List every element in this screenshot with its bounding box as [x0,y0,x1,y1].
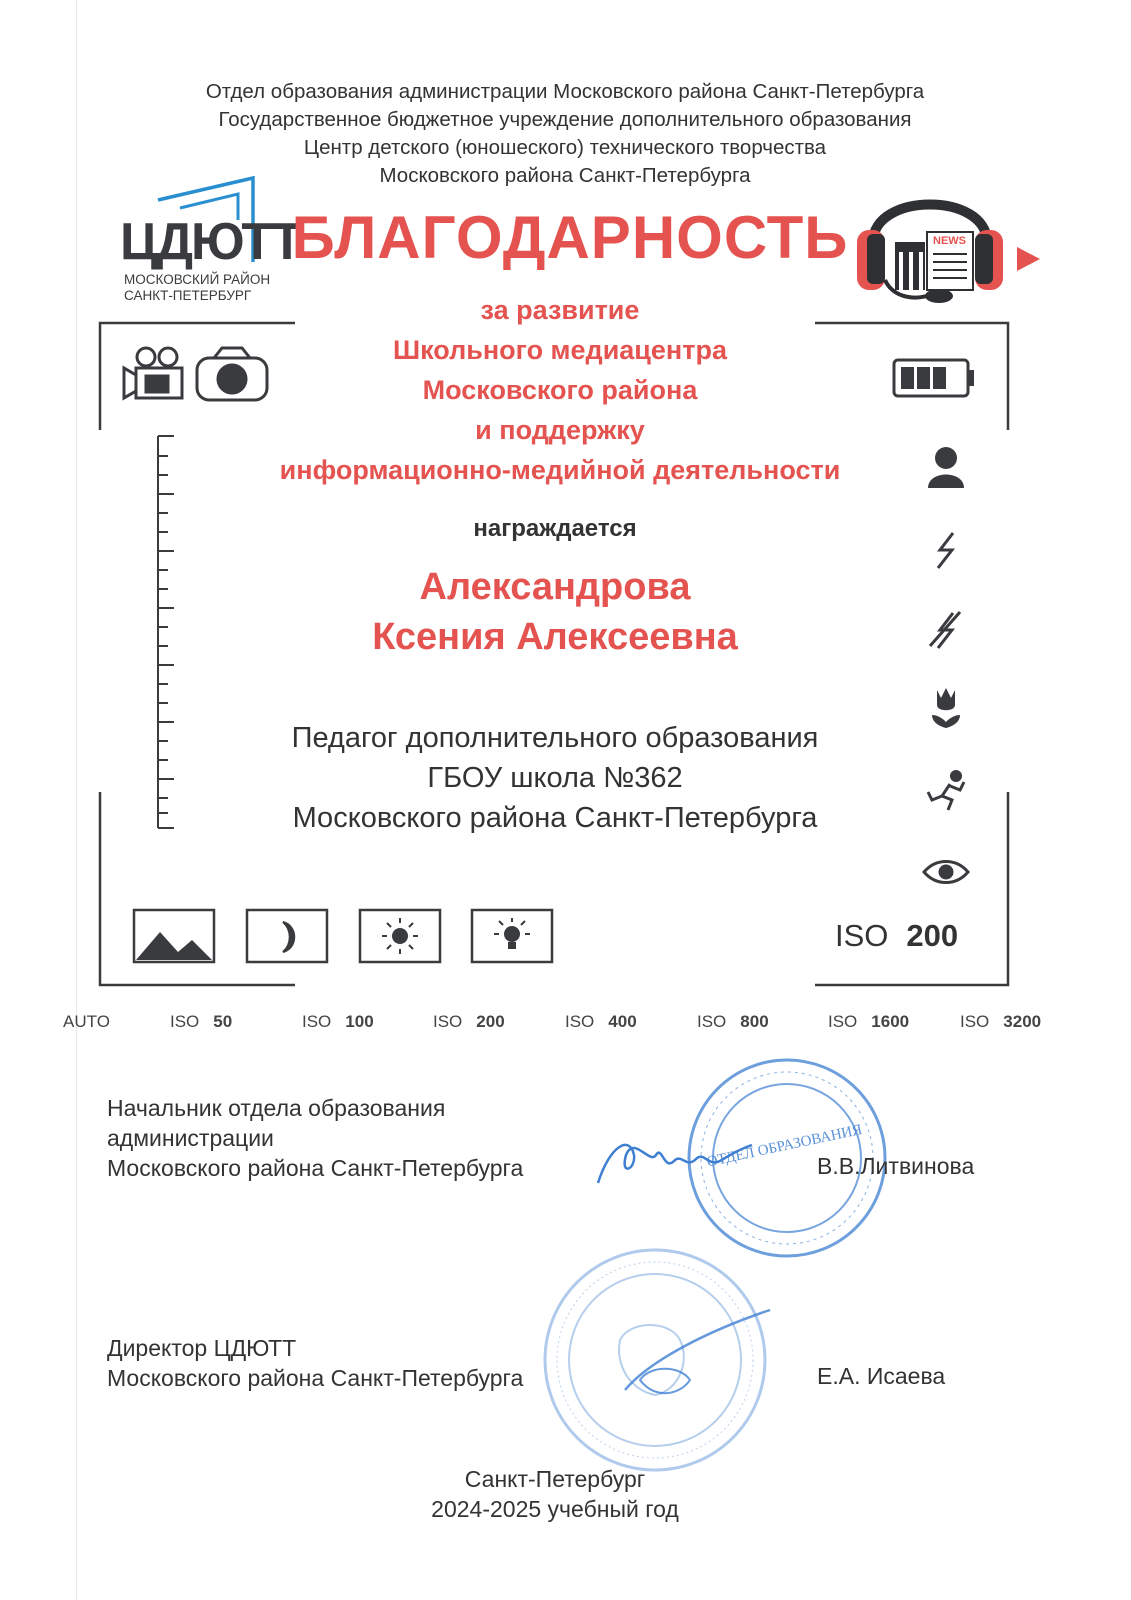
iso-scale [0,1012,1131,1042]
purpose-line-1: за развитие [480,295,640,325]
iso-scale-item [302,1012,374,1032]
stamp-center-text: ОТДЕЛ ОБРАЗОВАНИЯ [705,1121,864,1171]
signatory-1-line-3: Московского района Санкт-Петербурга [107,1155,524,1181]
iso-scale-item [828,1012,909,1032]
landscape-icon [134,910,214,962]
iso-scale-word: ISO [433,1012,463,1031]
signatory-1-name: В.В.Литвинова [817,1153,975,1179]
sport-running-icon [928,770,964,810]
recipient-position [200,718,910,838]
signatory-2-title [107,1333,523,1393]
iso-scale-item [565,1012,637,1032]
signatory-1-line-2: администрации [107,1125,274,1151]
iso-scale-item [960,1012,1041,1032]
purpose-line-3: Московского района [422,375,698,405]
portrait-icon [928,447,964,488]
position-line-2: ГБОУ школа №362 [427,762,683,794]
flash-off-icon [930,612,960,648]
eye-icon [924,862,968,883]
iso-current-value: 200 [906,918,959,953]
zoom-scale-ruler [158,436,174,828]
recipient-name [250,562,860,662]
iso-scale-item [170,1012,232,1032]
signature-litvinova [590,1125,760,1195]
recipient-surname: Александрова [419,566,691,608]
footer [330,1464,780,1524]
recipient-given-names: Ксения Алексеевна [372,616,738,658]
iso-scale-value: 3200 [1003,1012,1042,1031]
issuer-line-4: Московского района Санкт-Петербурга [379,164,751,187]
footer-year: 2024-2025 учебный год [431,1496,679,1522]
purpose-line-2: Школьного медиацентра [393,335,727,365]
iso-current-label: ISO [835,918,889,953]
night-moon-icon [247,910,327,962]
iso-scale-value: 100 [345,1012,374,1031]
footer-city: Санкт-Петербург [464,1466,646,1492]
signatory-2-name: Е.А. Исаева [817,1363,946,1389]
iso-scale-word: ISO [170,1012,200,1031]
iso-scale-auto: AUTO [63,1012,110,1031]
sun-icon [360,910,440,962]
iso-scale-item [697,1012,769,1032]
flash-icon [938,533,953,568]
cdutt-round-stamp [530,1240,780,1480]
news-label: NEWS [933,235,966,247]
macro-flower-icon [932,688,960,728]
purpose-line-5: информационно-медийной деятельности [279,455,841,485]
issuer-line-2: Государственное бюджетное учреждение дополнительного образования [218,108,912,131]
purpose-line-4: и поддержку [475,415,645,445]
signatory-2-line-1: Директор ЦДЮТТ [107,1335,297,1361]
iso-scale-word: ISO [960,1012,990,1031]
iso-scale-word: ISO [828,1012,858,1031]
logo-subtitle-line-2: САНКТ-ПЕТЕРБУРГ [124,288,252,303]
document-title: БЛАГОДАРНОСТЬ [291,204,849,271]
position-line-1: Педагог дополнительного образования [291,722,819,754]
video-camera-icon [124,348,182,398]
signatory-2-line-2: Московского района Санкт-Петербурга [107,1365,524,1391]
issuer-line-3: Центр детского (юношеского) технического творчества [303,136,827,159]
award-purpose [200,290,920,490]
iso-scale-value: 800 [740,1012,769,1031]
signatory-1-title [107,1093,523,1183]
signatory-1-line-1: Начальник отдела образования [107,1095,446,1121]
iso-scale-value: 200 [476,1012,505,1031]
iso-scale-value: 400 [608,1012,637,1031]
position-line-3: Московского района Санкт-Петербурга [292,802,818,834]
iso-scale-word: ISO [302,1012,332,1031]
iso-current-readout [835,918,958,954]
iso-scale-word: ISO [697,1012,727,1031]
iso-scale-value: 1600 [871,1012,910,1031]
issuer-line-1: Отдел образования администрации Московского района Санкт-Петербурга [205,80,925,103]
logo-subtitle-line-1: МОСКОВСКИЙ РАЙОН [124,272,271,287]
iso-scale-word: ISO [565,1012,595,1031]
iso-scale-item [433,1012,505,1032]
bulb-icon [472,910,552,962]
iso-scale-value: 50 [213,1012,233,1031]
awarded-label: награждается [473,515,637,542]
logo-title: ЦДЮТТ [120,213,301,271]
